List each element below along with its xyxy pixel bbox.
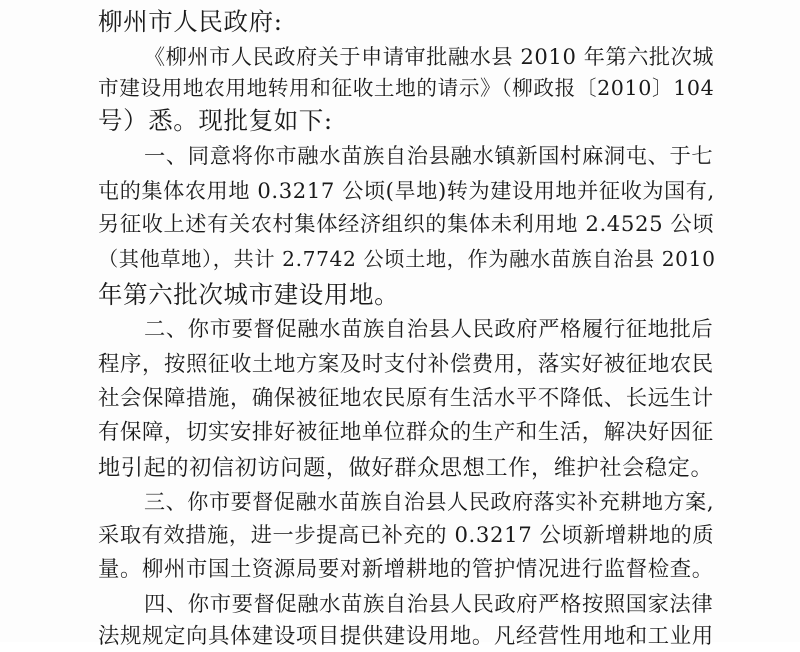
paragraph-line: 社会保障措施，确保被征地农民原有生活水平不降低、长远生计 <box>98 386 714 411</box>
paragraph-line: 另征收上述有关农村集体经济组织的集体未利用地 2.4525 公顷 <box>98 212 715 237</box>
paragraph-line: 三、你市要督促融水苗族自治县人民政府落实补充耕地方案, <box>144 489 715 514</box>
paragraph-line: 年第六批次城市建设用地。 <box>98 280 400 309</box>
paragraph-line: 一、同意将你市融水苗族自治县融水镇新国村麻洞屯、于七 <box>144 144 714 169</box>
paragraph-line: 地引起的初信初访问题，做好群众思想工作，维护社会稳定。 <box>98 455 714 481</box>
paragraph-line: 法规规定向具体建设项目提供建设用地。凡经营性用地和工业用 <box>98 624 714 649</box>
paragraph-line: 号）悉。现批复如下: <box>98 106 333 135</box>
paragraph-line: 《柳州市人民政府关于申请审批融水县 2010 年第六批次城 <box>144 44 715 69</box>
paragraph-line: 屯的集体农用地 0.3217 公顷(旱地)转为建设用地并征收为国有, <box>98 178 715 203</box>
salutation: 柳州市人民政府: <box>98 7 283 36</box>
paragraph-line: 市建设用地农用地转用和征收土地的请示》（柳政报〔2010〕104 <box>98 76 715 100</box>
paragraph-line: 四、你市要督促融水苗族自治县人民政府严格按照国家法律 <box>144 592 714 617</box>
paragraph-line: 量。柳州市国土资源局要对新增耕地的管护情况进行监督检查。 <box>98 557 714 582</box>
paragraph-line: 采取有效措施，进一步提高已补充的 0.3217 公顷新增耕地的质 <box>98 523 715 548</box>
paragraph-line: 有保障，切实安排好被征地单位群众的生产和生活，解决好因征 <box>98 420 714 445</box>
paragraph-line: 程序，按照征收土地方案及时支付补偿费用，落实好被征地农民 <box>98 352 714 377</box>
paragraph-line: （其他草地），共计 2.7742 公顷土地，作为融水苗族自治县 2010 <box>98 247 716 271</box>
paragraph-line: 二、你市要督促融水苗族自治县人民政府严格履行征地批后 <box>144 317 714 342</box>
